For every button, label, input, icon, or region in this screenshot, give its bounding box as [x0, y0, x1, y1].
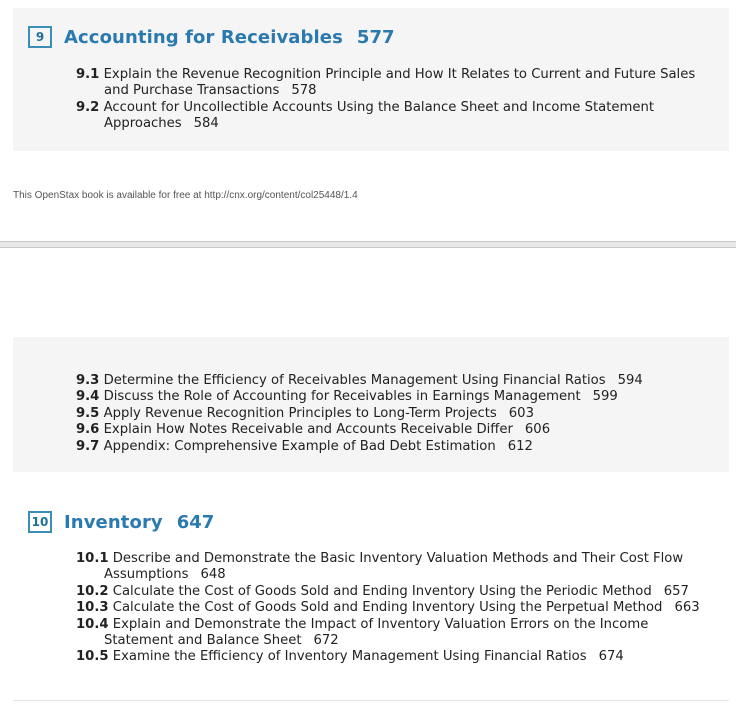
- section-page: 648: [200, 567, 226, 583]
- section-title-cont: Assumptions: [104, 567, 189, 583]
- section-page: 594: [617, 373, 643, 388]
- section-title: Account for Uncollectible Accounts Using the Balance Sheet and Income Statement: [103, 99, 655, 115]
- section-page: 612: [507, 438, 533, 454]
- chapter-9-section-list-part2: [76, 373, 716, 455]
- section-number: 9.4: [76, 389, 100, 405]
- section-title: Determine the Efficiency of Receivables Management Using Financial Ratios: [103, 373, 606, 388]
- toc-entry-9-1[interactable]: [76, 67, 716, 100]
- section-title: Appendix: Comprehensive Example of Bad Debt Estimation: [103, 438, 496, 454]
- section-page: 578: [291, 83, 317, 99]
- section-number: 9.6: [76, 422, 100, 438]
- chapter-9-section-list-part1: [76, 67, 716, 133]
- chapter-10-title[interactable]: Inventory: [64, 511, 163, 533]
- bottom-divider: [13, 700, 729, 701]
- page-footer-note: This OpenStax book is available for free at http://cnx.org/content/col25448/1.4: [13, 190, 358, 201]
- section-number: 9.3: [76, 373, 100, 388]
- section-page: 599: [592, 389, 618, 405]
- chapter-10-number-badge: 10: [28, 511, 52, 533]
- section-title: Explain the Revenue Recognition Principle and How It Relates to Current and Future Sales: [103, 67, 696, 82]
- section-title-cont: Approaches: [104, 116, 182, 132]
- toc-entry-10-2[interactable]: [76, 584, 716, 600]
- toc-entry-9-5[interactable]: [76, 406, 716, 422]
- section-page: 674: [598, 649, 624, 665]
- toc-entry-9-6[interactable]: [76, 422, 716, 438]
- section-number: 10.3: [76, 600, 109, 616]
- section-title: Describe and Demonstrate the Basic Inventory Valuation Methods and Their Cost Flow: [112, 551, 684, 566]
- section-number: 9.7: [76, 438, 100, 454]
- section-page: 584: [193, 116, 219, 132]
- chapter-9-page: 577: [356, 26, 395, 48]
- section-title: Apply Revenue Recognition Principles to Long-Term Projects: [103, 405, 497, 421]
- section-number: 10.1: [76, 551, 109, 566]
- chapter-9-heading[interactable]: [28, 26, 395, 48]
- chapter-9-title[interactable]: Accounting for Receivables: [64, 26, 343, 48]
- toc-entry-10-3[interactable]: [76, 600, 716, 616]
- toc-entry-9-7[interactable]: [76, 439, 716, 455]
- section-number: 10.2: [76, 583, 109, 599]
- section-number: 10.4: [76, 616, 109, 632]
- section-number: 9.5: [76, 405, 100, 421]
- section-title: Examine the Efficiency of Inventory Management Using Financial Ratios: [112, 649, 587, 665]
- section-title-cont: Statement and Balance Sheet: [104, 633, 302, 649]
- section-title: Discuss the Role of Accounting for Receivables in Earnings Management: [103, 389, 581, 405]
- section-title: Explain and Demonstrate the Impact of Inventory Valuation Errors on the Income: [112, 616, 649, 632]
- section-title-cont: and Purchase Transactions: [104, 83, 280, 99]
- page-break-divider: [0, 241, 736, 248]
- section-title: Explain How Notes Receivable and Accounts Receivable Differ: [103, 422, 513, 438]
- toc-entry-9-2[interactable]: [76, 100, 716, 133]
- section-page: 603: [508, 405, 534, 421]
- section-title: Calculate the Cost of Goods Sold and Ending Inventory Using the Perpetual Method: [112, 600, 663, 616]
- section-page: 657: [663, 583, 689, 599]
- section-page: 672: [313, 633, 339, 649]
- section-title: Calculate the Cost of Goods Sold and Ending Inventory Using the Periodic Method: [112, 583, 652, 599]
- toc-entry-9-4[interactable]: [76, 389, 716, 405]
- toc-entry-10-4[interactable]: [76, 617, 716, 650]
- section-number: 9.2: [76, 99, 100, 115]
- section-page: 606: [524, 422, 551, 438]
- section-number: 9.1: [76, 67, 100, 82]
- toc-entry-10-5[interactable]: [76, 649, 716, 665]
- section-page: 663: [674, 600, 700, 616]
- toc-entry-10-1[interactable]: [76, 551, 716, 584]
- chapter-10-heading[interactable]: [28, 511, 214, 533]
- chapter-10-section-list: [76, 551, 716, 666]
- chapter-9-number-badge: 9: [28, 26, 52, 48]
- toc-entry-9-3[interactable]: [76, 373, 716, 389]
- chapter-10-page: 647: [176, 511, 215, 533]
- section-number: 10.5: [76, 649, 109, 665]
